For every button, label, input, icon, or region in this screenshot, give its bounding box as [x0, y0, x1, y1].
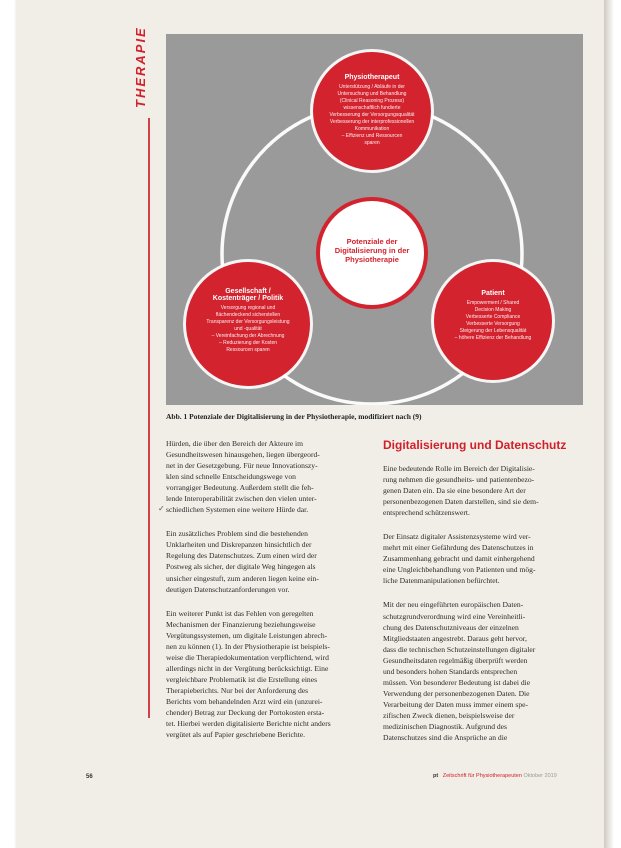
figure-caption: Abb. 1 Potenziale der Digitalisierung in der Physiotherapie, modifiziert nach (9)	[166, 412, 422, 421]
figure-diagram	[166, 34, 583, 405]
right-paragraph: Eine bedeutende Rolle im Bereich der Digitalisie- rung nehmen die gesundheits- und patientenbezo- genen Daten ein. Da sie eine besondere Art der personenbezogenen Daten darstellen, sind sie dem- entsprechend schützenswert.	[383, 464, 539, 518]
margin-mark: ✓	[158, 504, 165, 513]
node-patient-body: Empowerment / Shared Decision Making Verbesserte Compliance Verbesserte Versorgung Steigerung der Lebensqualität – höhere Effizienz der Behandlung	[454, 300, 532, 341]
node-society	[186, 262, 310, 386]
left-paragraph: Ein zusätzliches Problem sind die bestehenden Unklarheiten und Diskrepanzen hinsichtlich der Regelung des Datenschutzes. Zum einen wird der Postweg als sicher, der digitale Weg hingegen als unsicher eingestuft, zum anderen liegen keine ein- deutigen Datenschutzanforderungen vor.	[166, 529, 319, 594]
right-paragraph: Der Einsatz digitaler Assistenzsysteme wird ver- mehrt mit einer Gefährdung des Datenschutzes in Zusammenhang gebracht und damit einhergehend eine Ungleichbehandlung von Patienten und mög- liche Datenmanipulationen befürchtet.	[383, 532, 536, 586]
node-physiotherapist-body: Unterstützung / Abläufe in der Untersuchung und Behandlung (Clinical Reasoning Prozess) wissenschaftlich fundierte Verbesserung der Versorgungsqualität Verbesserung der interprofessionellen Kommunikation – Effizienz und Ressourcen sparen	[329, 84, 415, 146]
left-paragraph: Hürden, die über den Bereich der Akteure im Gesundheitswesen hinausgehen, liegen übergeord- net in der Gesetzgebung. Für neue Innovationszy- klen sind schnelle Entscheidungswege von vorrangiger Bedeutung. Außerdem stellt die feh- lende Interoperabilität zwischen den vielen unter- schiedlichen Systemen eine weitere Hürde dar.	[166, 439, 320, 515]
footer-journal: Zeitschrift für Physiotherapeuten	[442, 773, 522, 779]
section-rule	[148, 118, 150, 718]
node-center: Potenziale der Digitalisierung in der Physiotherapie	[316, 197, 428, 309]
node-society-body: Versorgung regional und flächendeckend sicherstellen Transparenz der Versorgungsleistung und -qualität – Vereinfachung der Abrechnung – Reduzierung der Kosten Ressourcen sparen	[206, 305, 290, 353]
right-paragraph: Mit der neu eingeführten europäischen Daten- schutzgrundverordnung wird eine Vereinheitli- chung des Datenschutzniveaus der einzelnen Mitgliedstaaten angestrebt. Daraus geht hervor, dass die technischen Schutzeinstellungen digitaler Gesundheitsdaten regelmäßig überprüft werden und besonders hohen Standards entsprechen müssen. Von besonderer Bedeutung ist dabei die Verwendung der personenbezogenen Daten. Die Verarbeitung der Daten muss immer einem spe- zifischen Zweck dienen, beispielsweise der medizinischen Diagnostik. Aufgrund des Datenschutzes sind die Ansprüche an die	[383, 600, 536, 743]
footer-page: pt	[433, 773, 439, 779]
node-physiotherapist	[313, 52, 431, 170]
node-society-title: Gesellschaft / Kostenträger / Politik	[212, 288, 284, 302]
node-patient	[434, 262, 552, 380]
left-column	[166, 438, 371, 753]
page-number: 56	[86, 774, 93, 780]
footer	[433, 773, 557, 779]
right-column	[383, 463, 583, 756]
node-patient-title: Patient	[481, 290, 505, 297]
footer-date: Oktober 2019	[523, 773, 557, 779]
section-label: THERAPIE	[133, 26, 148, 108]
left-paragraph: Ein weiterer Punkt ist das Fehlen von geregelten Mechanismen der Finanzierung beziehungsweise Vergütungssystemen, um digitale Leistungen abrech- nen zu können (1). In der Physiotherapie ist beispiels- weise die Therapiedokumentation verpflichtend, wird allerdings nicht in der Vergütung berücksichtigt. Eine vergleichbare Problematik ist die Erstellung eines Therapieberichts. Nur bei der Anforderung des Berichts vom behandelnden Arzt wird ein (unzurei- chender) Betrag zur Deckung der Portokosten ersta- tet. Hierbei werden digitalisierte Berichte nicht anders vergütet als auf Papier geschriebene Berichte.	[166, 608, 331, 740]
node-physiotherapist-title: Physiotherapeut	[344, 74, 400, 81]
section-heading: Digitalisierung und Datenschutz	[383, 438, 567, 452]
